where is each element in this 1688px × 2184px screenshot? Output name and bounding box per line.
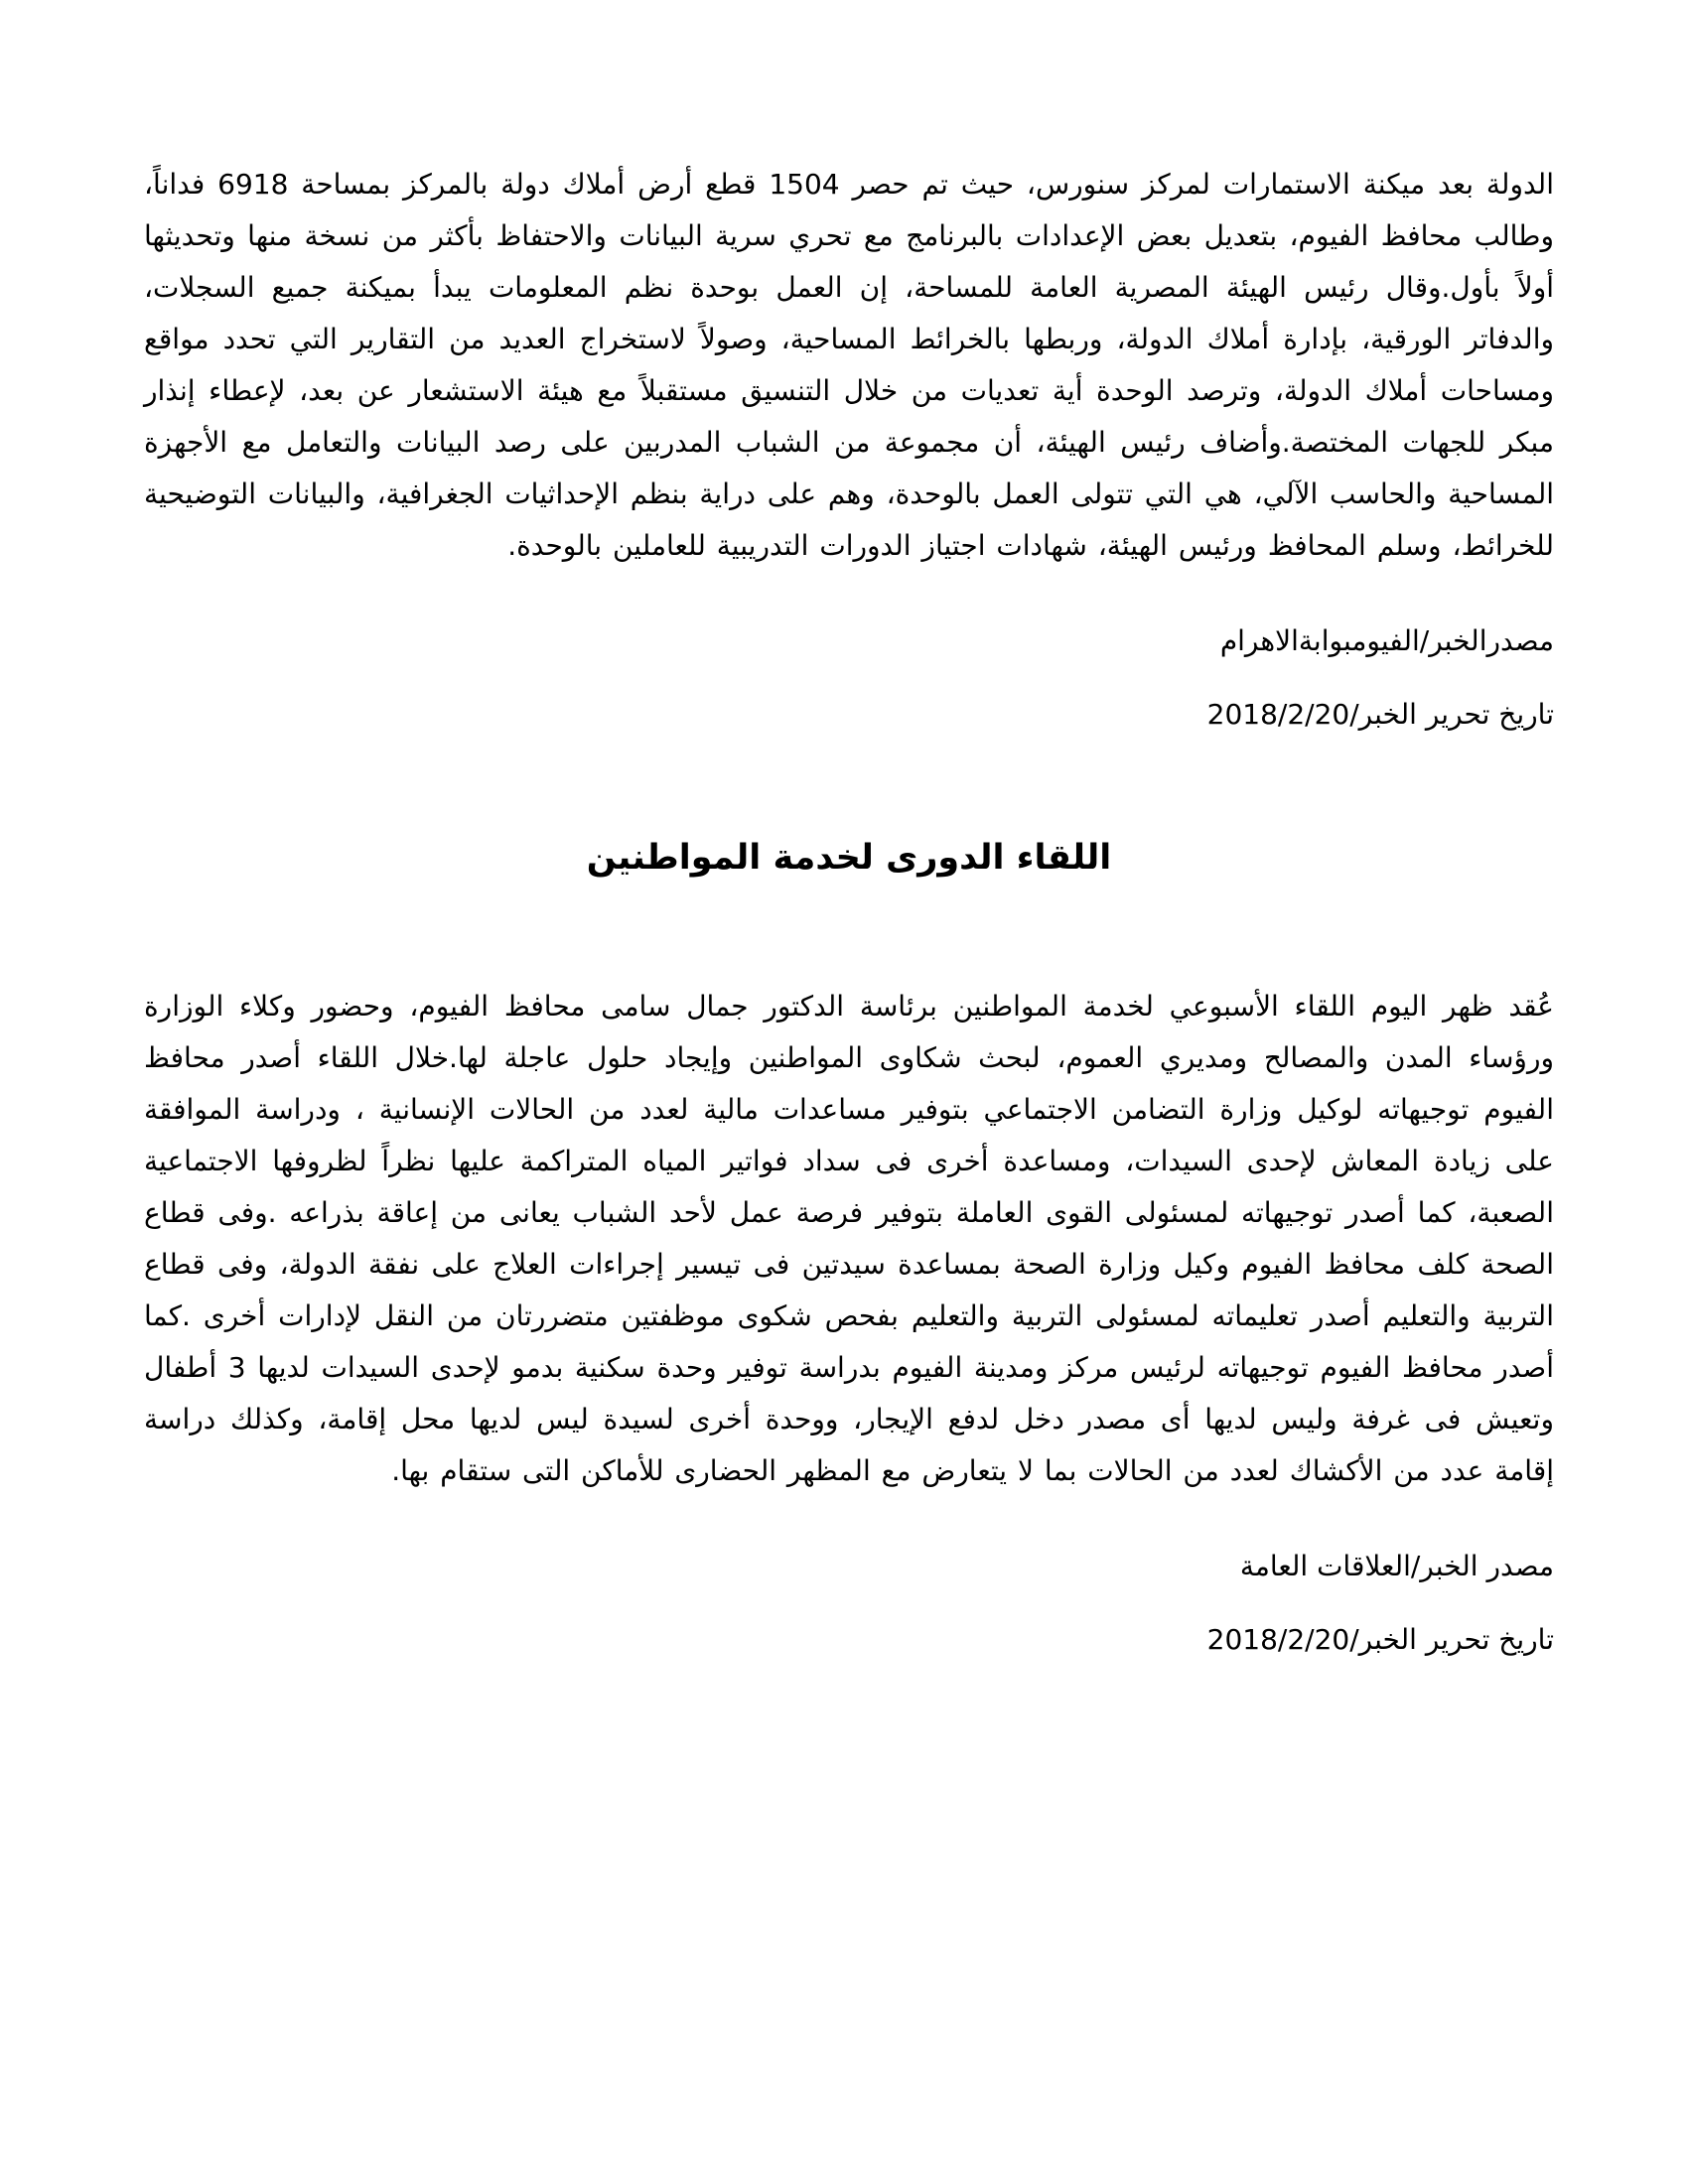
article-2-body: عُقد ظهر اليوم اللقاء الأسبوعي لخدمة المواطنين برئاسة الدكتور جمال سامى محافظ الفيوم، وحضور وكلاء الوزارة ورؤساء المدن والمصالح ومديري العموم، لبحث شكاوى المواطنين وإيجاد حلول عاجلة لها.خلال اللقاء أصدر محافظ الفيوم توجيهاته لوكيل وزارة التضامن الاجتماعي بتوفير مساعدات مالية لعدد من الحالات الإنسانية ، ودراسة الموافقة على زيادة المعاش لإحدى السيدات، ومساعدة أخرى فى سداد فواتير المياه المتراكمة عليها نظراً لظروفها الاجتماعية الصعبة، كما أصدر توجيهاته لمسئولى القوى العاملة بتوفير فرصة عمل لأحد الشباب يعانى من إعاقة بذراعه .وفى قطاع الصحة كلف محافظ الفيوم وكيل وزارة الصحة بمساعدة سيدتين فى تيسير إجراءات العلاج على نفقة الدولة، وفى قطاع التربية والتعليم أصدر تعليماته لمسئولى التربية والتعليم بفحص شكوى موظفتين متضررتان من النقل لإدارات أخرى .كما أصدر محافظ الفيوم توجيهاته لرئيس مركز ومدينة الفيوم بدراسة توفير وحدة سكنية بدمو لإحدى السيدات لديها 3 أطفال وتعيش فى غرفة وليس لديها أى مصدر دخل لدفع الإيجار، ووحدة أخرى لسيدة ليس لديها محل إقامة، وكذلك دراسة إقامة عدد من الأكشاك لعدد من الحالات بما لا يتعارض مع المظهر الحضارى للأماكن التى ستقام بها. <box>144 990 1554 1487</box>
article-2 <box>144 832 1554 1666</box>
article-1 <box>144 159 1554 741</box>
article-1-source: مصدرالخبر/الفيومبوابةالاهرام <box>1219 624 1554 657</box>
article-2-source: مصدر الخبر/العلاقات العامة <box>1239 1550 1554 1582</box>
article-1-date: تاريخ تحرير الخبر/2018/2/20 <box>1206 698 1554 731</box>
article-1-body: الدولة بعد ميكنة الاستمارات لمركز سنورس، حيث تم حصر 1504 قطع أرض أملاك دولة بالمركز بمساحة 6918 فداناً، وطالب محافظ الفيوم، بتعديل بعض الإعدادات بالبرنامج مع تحري سرية البيانات والاحتفاظ بأكثر من نسخة منها وتحديثها أولاً بأول.وقال رئيس الهيئة المصرية العامة للمساحة، إن العمل بوحدة نظم المعلومات يبدأ بميكنة جميع السجلات، والدفاتر الورقية، بإدارة أملاك الدولة، وربطها بالخرائط المساحية، وصولاً لاستخراج العديد من التقارير التي تحدد مواقع ومساحات أملاك الدولة، وترصد الوحدة أية تعديات من خلال التنسيق مستقبلاً مع هيئة الاستشعار عن بعد، لإعطاء إنذار مبكر للجهات المختصة.وأضاف رئيس الهيئة، أن مجموعة من الشباب المدربين على رصد البيانات والتعامل مع الأجهزة المساحية والحاسب الآلي، هي التي تتولى العمل بالوحدة، وهم على دراية بنظم الإحداثيات الجغرافية، والبيانات التوضيحية للخرائط، وسلم المحافظ ورئيس الهيئة، شهادات اجتياز الدورات التدريبية للعاملين بالوحدة. <box>144 168 1554 562</box>
article-2-date: تاريخ تحرير الخبر/2018/2/20 <box>1206 1623 1554 1656</box>
article-2-title: اللقاء الدورى لخدمة المواطنين <box>586 838 1112 878</box>
